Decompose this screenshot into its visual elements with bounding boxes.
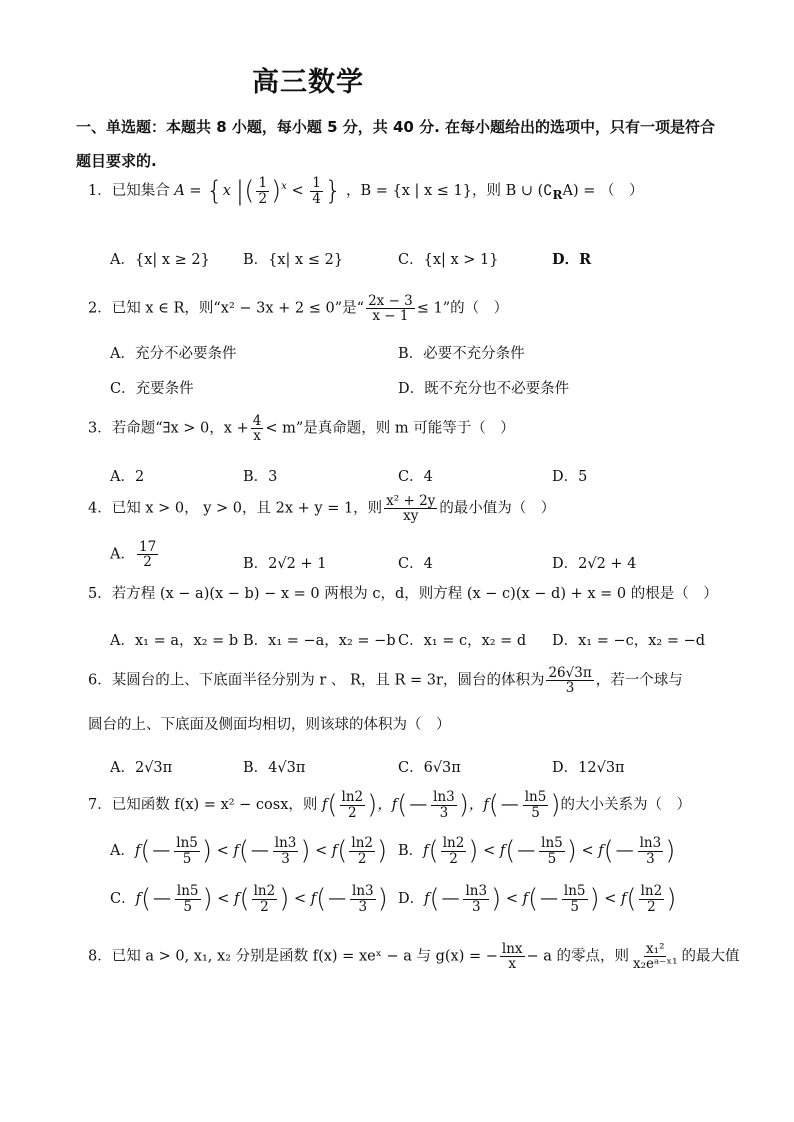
option-b: B．x₁ = −a，x₂ = −b [243, 633, 396, 649]
option-d: D．2√2 + 4 [552, 556, 637, 572]
question-5: 5．若方程 (x − a)(x − b) − x = 0 两根为 c，d，则方程 (x − c)(x − d) + x = 0 的根是（ ） [88, 586, 718, 602]
question-6-line2: 圆台的上、下底面及侧面均相切，则该球的体积为（ ） [88, 717, 451, 733]
option-d: D．R [552, 251, 592, 268]
option-c: C．充要条件 [110, 381, 194, 397]
option-d: D．x₁ = −c，x₂ = −d [552, 633, 706, 649]
option-a: A．f(− $\frac{\ln 5}{5}$ ) < f(− $\frac{\ln 3}{3}$ ) < f( $\frac{\ln 2}{2}$ ) [110, 835, 388, 867]
option-d: D．既不充分也不必要条件 [398, 381, 570, 397]
option-c: C．x₁ = c，x₂ = d [398, 633, 527, 649]
option-b: B．4√3π [243, 760, 306, 776]
option-b: B．3 [243, 469, 278, 485]
option-a: A．x₁ = a，x₂ = b [110, 633, 239, 649]
option-b: B．{x| x ≤ 2} [243, 252, 344, 268]
option-c: C．6√3π [398, 760, 461, 776]
option-c: C．4 [398, 556, 433, 572]
question-7: 7．已知函数 f(x) = x² − cosx，则 f( $\frac{\ln 2}{2}$ )，f(− $\frac{\ln 3}{3}$ )，f(− $\frac{\ln 5}{5}$ )的大小关系为（ ） [88, 789, 691, 821]
option-a: A． $\frac{17}{2}$ [110, 539, 157, 571]
section-heading: 一、单选题：本题共 8 小题，每小题 5 分，共 40 分. 在每小题给出的选项中，只有一项是符合题目要求的. [76, 118, 716, 170]
option-d: D．12√3π [552, 760, 625, 776]
page-title: 高三数学 [252, 67, 364, 98]
question-4: 4．已知 x > 0， y > 0，且 2x + y = 1，则 $\frac{\text{x² + 2y}}{xy}$ 的最小值为（ ） [88, 493, 556, 525]
option-b: B．f( $\frac{\ln 2}{2}$ ) < f(− $\frac{\ln 5}{5}$ ) < f(− $\frac{\ln 3}{3}$ ) [398, 835, 676, 867]
option-a: A．充分不必要条件 [110, 346, 237, 362]
question-2: 2．已知 x ∈ R，则“x² − 3x + 2 ≤ 0”是“ $\frac{2x - 3}{x - 1}$ ≤ 1”的（ ） [88, 293, 509, 325]
option-b: B．2√2 + 1 [243, 556, 327, 572]
option-a: A．{x| x ≥ 2} [110, 252, 210, 268]
option-d: D．5 [552, 469, 588, 485]
question-3: 3．若命题“∃x > 0，x + $\frac{4}{x}$ < m”是真命题，则 m 可能等于（ ） [88, 413, 515, 445]
option-b: B．必要不充分条件 [398, 346, 525, 362]
option-a: A．2 [110, 469, 145, 485]
question-1: 1．已知集合 A = {x |( $\frac{1}{2}$ )$^x$ < $\frac{1}{4}$ } ，B = {x | x ≤ 1}，则 B ∪ $(∁_RA)$ = （ ） [88, 175, 644, 207]
option-c: C．f(− $\frac{\ln 5}{5}$ ) < f( $\frac{\ln 2}{2}$ ) < f(− $\frac{\ln 3}{3}$ ) [110, 883, 388, 915]
question-6: 6．某圆台的上、下底面半径分别为 r 、 R，且 R = 3r，圆台的体积为 $\frac{26√3\pi}{3}$ ，若一个球与 [88, 665, 683, 697]
option-c: C．{x| x > 1} [398, 252, 499, 268]
option-d: D．f(− $\frac{\ln 3}{3}$ ) < f(− $\frac{\ln 5}{5}$ ) < f( $\frac{\ln 2}{2}$ ) [398, 883, 677, 915]
question-number: 1． [88, 183, 112, 199]
option-a: A．2√3π [110, 760, 173, 776]
question-8: 8．已知 a > 0, x₁, x₂ 分别是函数 f(x) = xeˣ − a 与 g(x) = − $\frac{\ln x}{x}$ − a 的零点，则 $\frac{\text{x₁²}}{\text{x₂eᵃ⁻ˣ¹}}$ 的最大值 [88, 941, 740, 973]
option-c: C．4 [398, 469, 433, 485]
